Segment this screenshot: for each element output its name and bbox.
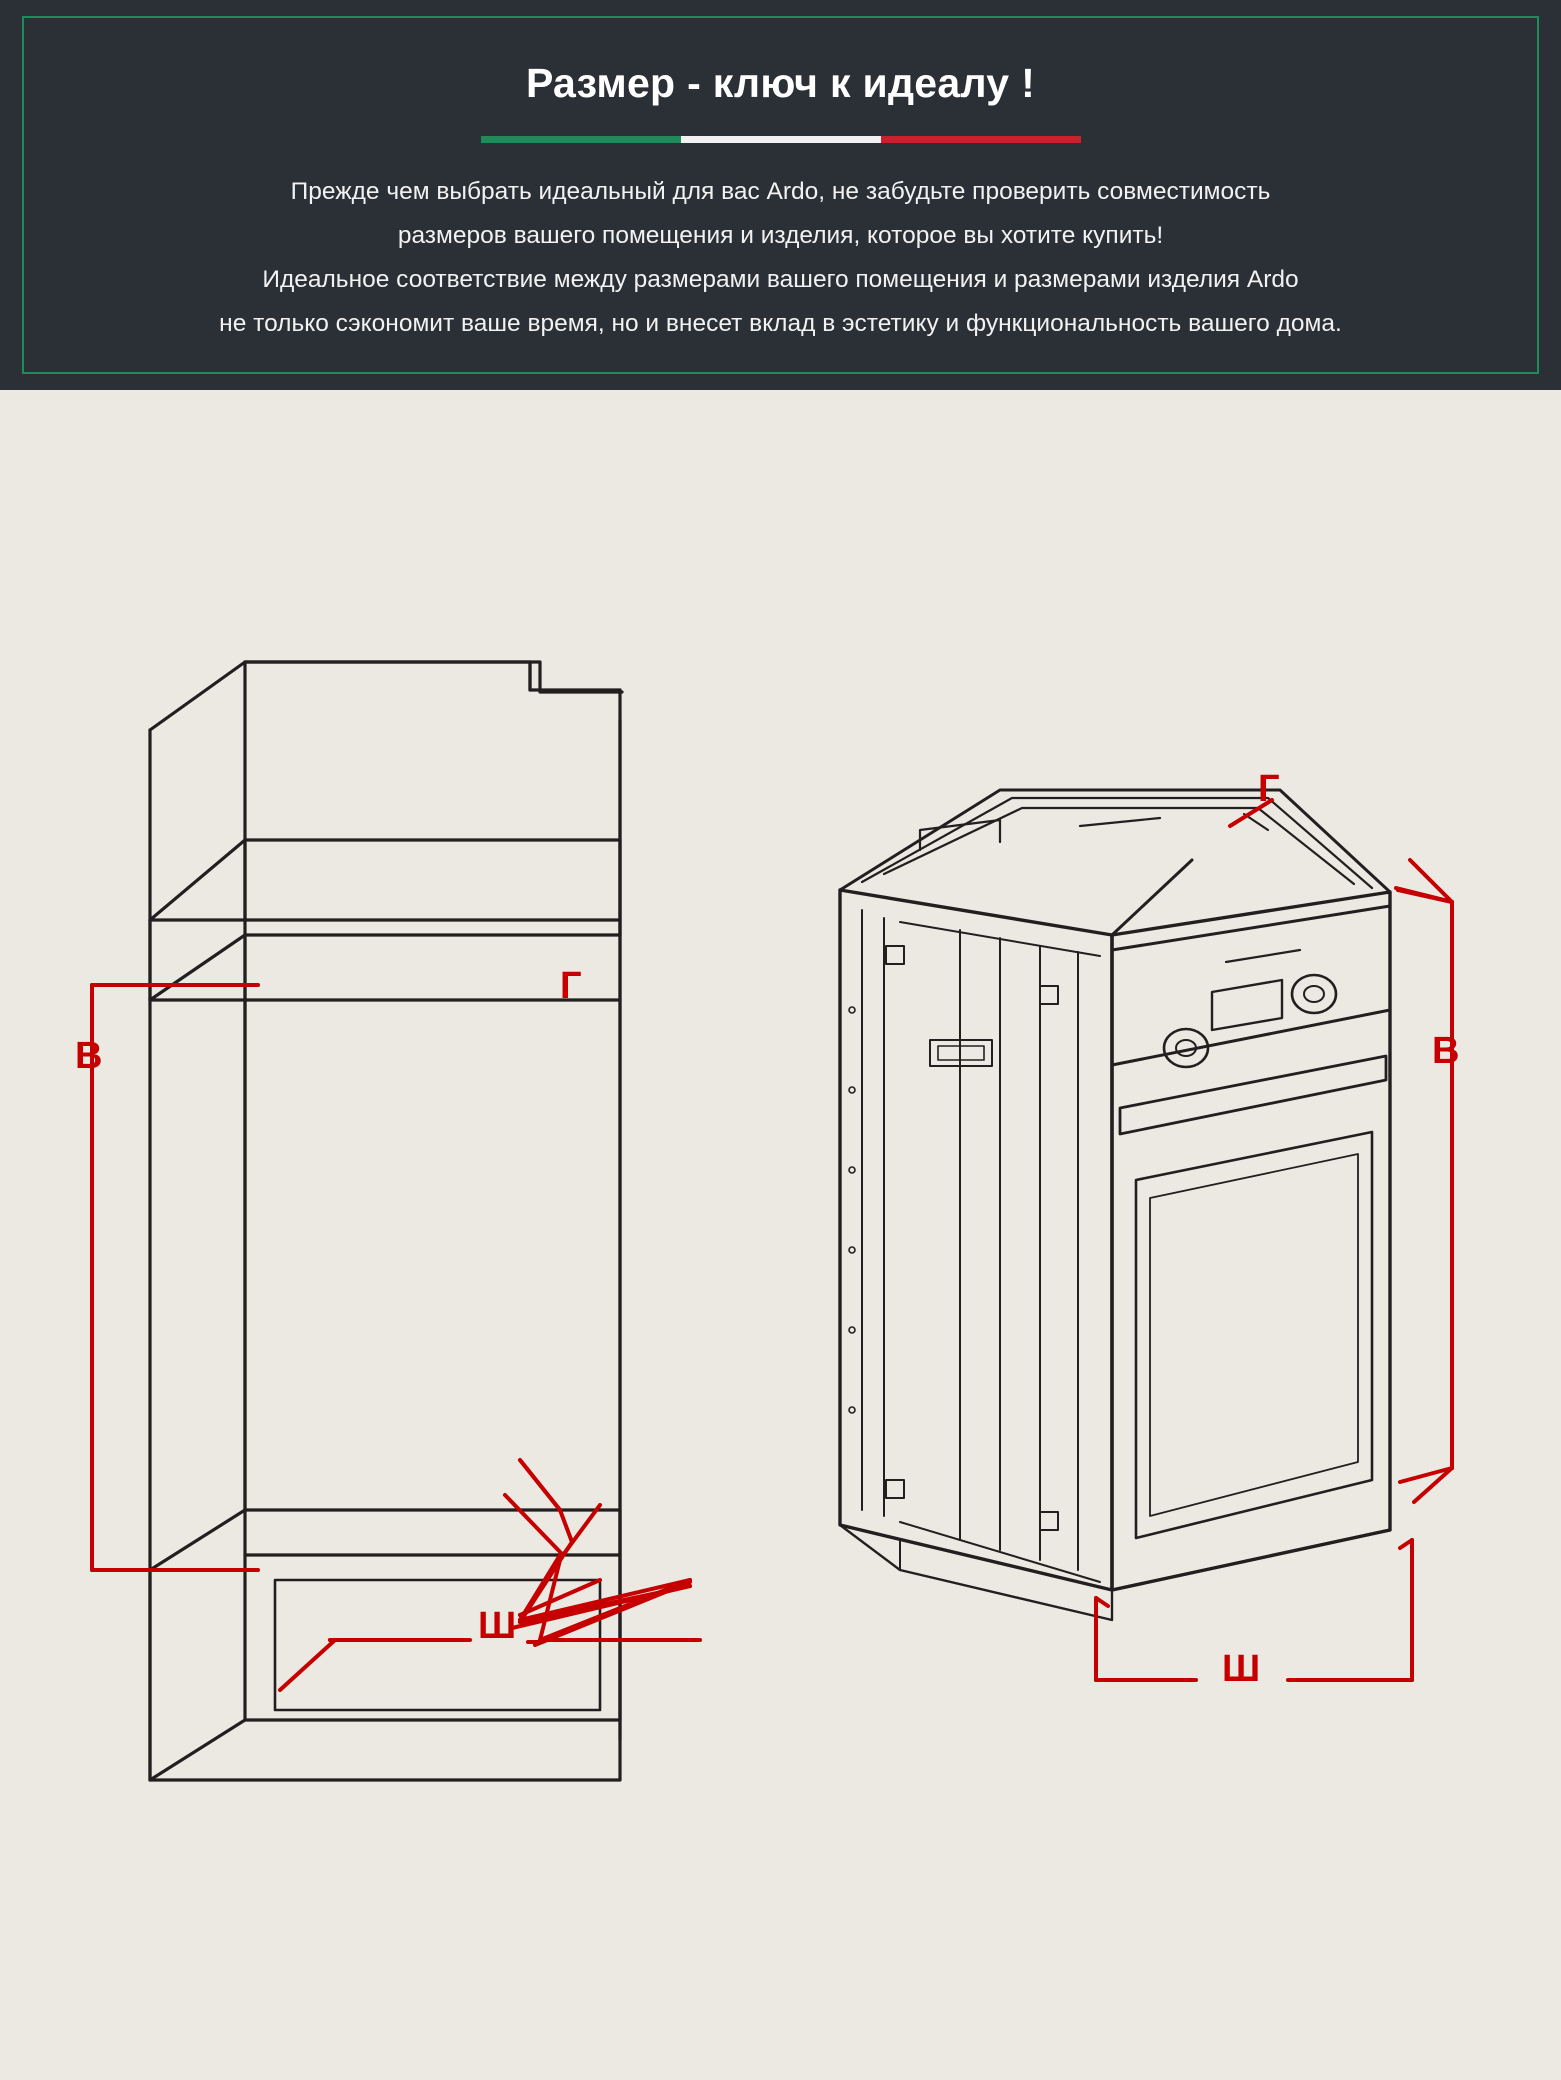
cabinet-depth-label: Г <box>560 965 582 1007</box>
oven-drawing <box>840 790 1390 1620</box>
oven-height-label: В <box>1432 1030 1460 1072</box>
header-banner <box>0 0 1561 390</box>
diagram-svg <box>0 390 1561 2080</box>
oven-width-label: Ш <box>1222 1648 1261 1690</box>
dimension-diagram <box>0 390 1561 2080</box>
banner-paragraph <box>64 170 1497 346</box>
banner-line-3: Идеальное соответствие между размерами вашего помещения и размерами изделия Ardo <box>262 266 1299 293</box>
banner-line-4: не только сэкономит ваше время, но и внесет вклад в эстетику и функциональность вашего дома. <box>219 310 1342 337</box>
cabinet-dimension-lines <box>92 985 700 1690</box>
flag-stripe-white <box>681 136 881 143</box>
flag-stripe-green <box>481 136 681 143</box>
banner-line-1: Прежде чем выбрать идеальный для вас Ardo, не забудьте проверить совместимость <box>290 178 1271 205</box>
cabinet-height-label: В <box>75 1035 103 1077</box>
banner-border <box>22 16 1539 374</box>
banner-line-2: размеров вашего помещения и изделия, которое вы хотите купить! <box>397 222 1164 249</box>
italian-flag-divider <box>481 136 1081 143</box>
flag-stripe-red <box>881 136 1081 143</box>
page-title: Размер - ключ к идеалу ! <box>525 60 1036 106</box>
cabinet-width-label: Ш <box>478 1605 517 1647</box>
oven-depth-label: Г <box>1258 768 1280 810</box>
